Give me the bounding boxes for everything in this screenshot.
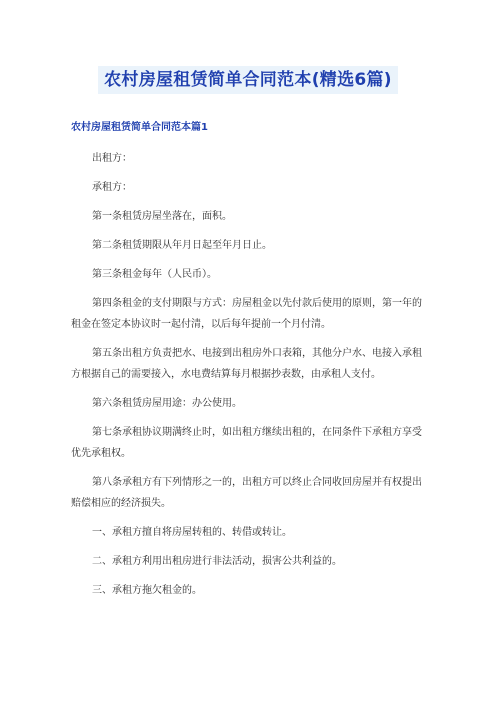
paragraph: 第六条租赁房屋用途：办公使用。: [92, 398, 242, 409]
paragraph: 第八条承租方有下列情形之一的，出租方可以终止合同收回房屋并有权提出赔偿相应的经济损失。: [71, 477, 422, 509]
paragraph: 一、承租方擅自将房屋转租的、转借或转让。: [92, 527, 292, 538]
document-title: 农村房屋租赁简单合同范本(精选6篇): [98, 66, 398, 94]
paragraph: 第一条租赁房屋坐落在，面积。: [92, 211, 232, 222]
section-heading: 农村房屋租赁简单合同范本篇1: [71, 122, 208, 133]
paragraph: 第七条承租协议期满终止时，如出租方继续出租的，在同条件下承租方享受优先承租权。: [71, 427, 422, 459]
paragraph: 第四条租金的支付期限与方式：房屋租金以先付款后使用的原则，第一年的租金在签定本协议时一起付清，以后每年提前一个月付清。: [71, 298, 422, 330]
paragraph: 二、承租方利用出租房进行非法活动，损害公共利益的。: [92, 556, 342, 567]
paragraph: 第三条租金每年（人民币）。: [92, 269, 217, 280]
title-wrapper: [0, 66, 496, 94]
paragraph: 第五条出租方负责把水、电接到出租房外口表箱，其他分户水、电接入承租方根据自己的需要接入，水电费结算每月根据抄表数，由承租人支付。: [71, 348, 422, 380]
paragraph: 第二条租赁期限从年月日起至年月日止。: [92, 240, 272, 251]
paragraph: 三、承租方拖欠租金的。: [92, 585, 202, 596]
paragraph: 承租方：: [92, 182, 132, 193]
paragraph: 出租方：: [92, 153, 132, 164]
